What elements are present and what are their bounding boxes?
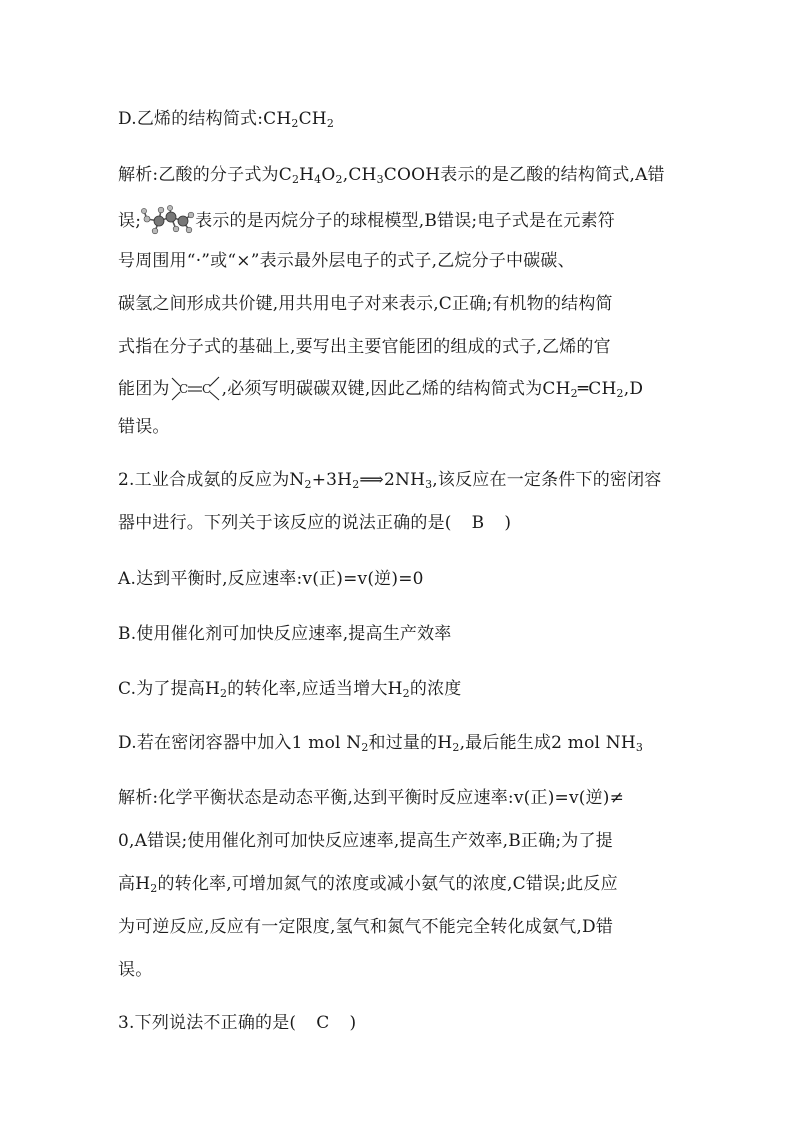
propane-ball-stick-model-icon [141, 205, 195, 235]
q1-explanation-line-4: 碳氢之间形成共价键,用共用电子对来表示,C正确;有机物的结构简 [118, 294, 613, 314]
q1-explanation-line-3: 号周围用“·”或“×”表示最外层电子的式子,乙烷分子中碳碳、 [118, 251, 575, 271]
q2-option-b: B.使用催化剂可加快反应速率,提高生产效率 [118, 624, 452, 644]
q2-explanation-line-4: 为可逆反应,反应有一定限度,氢气和氮气不能完全转化成氨气,D错 [118, 917, 614, 937]
cc-double-bond-functional-group-icon [170, 372, 222, 404]
q2-stem-line-2: 器中进行。下列关于该反应的说法正确的是( B ) [118, 513, 512, 533]
q1-option-d: D.乙烯的结构简式$:CH_2CH_2$ [118, 109, 335, 130]
q1-explanation-line-2: 误; 表示的是丙烷分子的球棍模型,B错误;电子式是在元素符 [118, 205, 615, 235]
q2-stem-line-1: 2.工业合成氨的反应为$N_2+3H_2⟹2NH_3$,该反应在一定条件下的密闭容 [118, 470, 662, 491]
q2-option-d: D.若在密闭容器中加入1 mol $N_2$和过量的$H_2$,最后能生成2 mol $NH_3$ [118, 733, 644, 754]
svg-text:C: C [178, 382, 188, 396]
q2-option-c: C.为了提高$H_2$的转化率,应适当增大$H_2$的浓度 [118, 679, 462, 700]
q1-explanation-line-1: 解析:乙酸的分子式为$C_2H_4O_2,CH_3COOH$表示的是乙酸的结构简式,A错 [118, 165, 665, 186]
q2-option-a: A.达到平衡时,反应速率:v(正)=v(逆)=0 [118, 569, 424, 589]
q2-explanation-line-5: 误。 [118, 960, 153, 980]
q3-answer: C [316, 1013, 330, 1033]
q3-stem: 3.下列说法不正确的是( C ) [118, 1013, 357, 1033]
q1-explanation-line-7: 错误。 [118, 417, 170, 437]
q1-explanation-line-6: 能团为 C C ,必须写明碳碳双键,因此乙烯的结构简式为$CH_2═CH_2,D$ [118, 372, 643, 404]
q2-explanation-line-2: 0,A错误;使用催化剂可加快反应速率,提高生产效率,B正确;为了提 [118, 831, 613, 851]
q2-answer: B [471, 513, 485, 533]
q2-explanation-line-3: 高$H_2$的转化率,可增加氮气的浓度或减小氨气的浓度,C错误;此反应 [118, 874, 618, 895]
q1-explanation-line-5: 式指在分子式的基础上,要写出主要官能团的组成的式子,乙烯的官 [118, 337, 611, 357]
svg-text:C: C [201, 382, 211, 396]
q2-explanation-line-1: 解析:化学平衡状态是动态平衡,达到平衡时反应速率:v(正)=v(逆)≠ [118, 788, 625, 808]
